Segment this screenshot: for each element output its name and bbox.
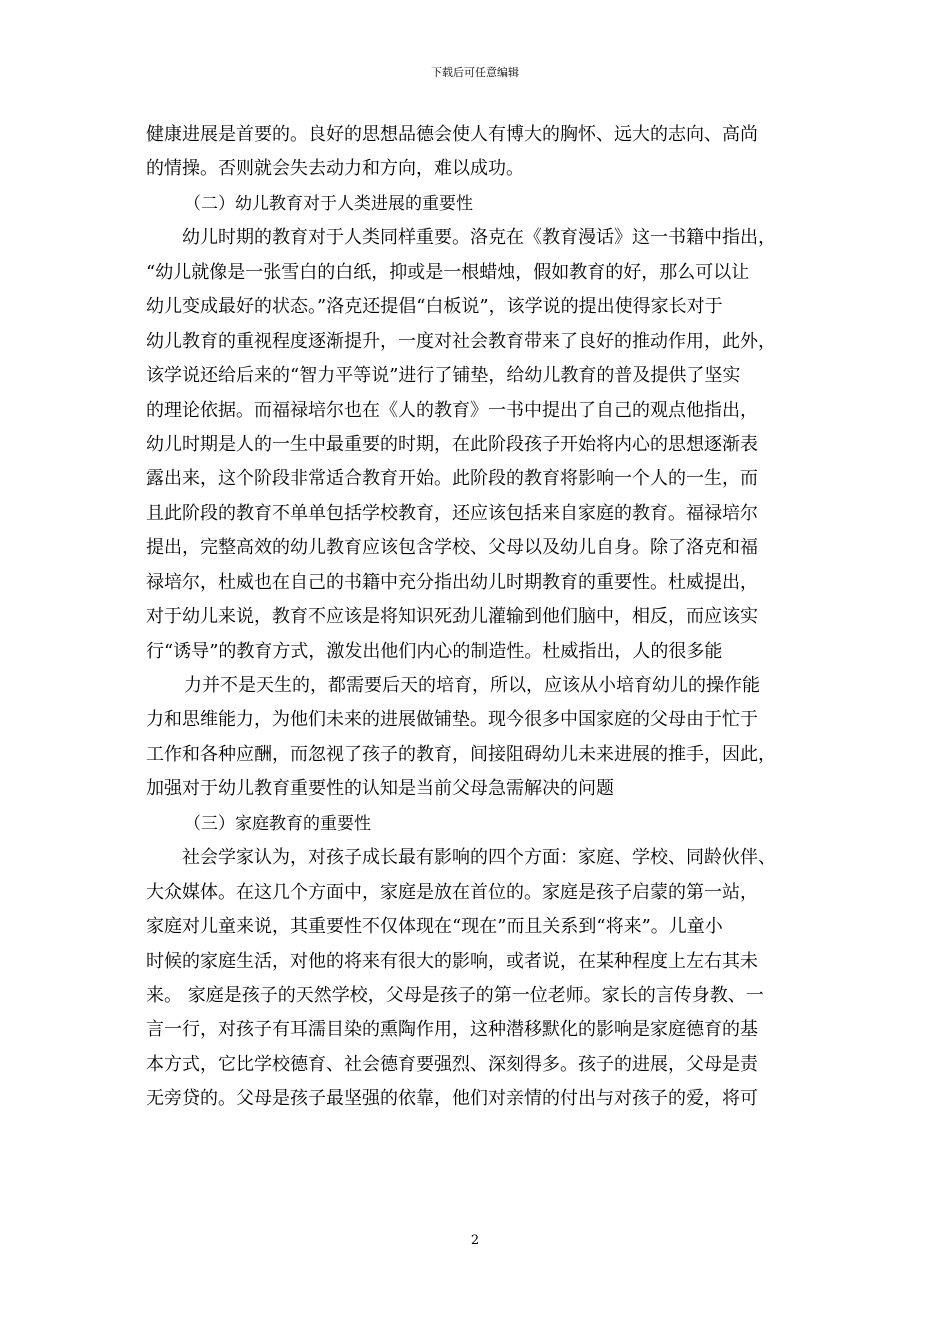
paragraph-line: 来。 家庭是孩子的天然学校，父母是孩子的第一位老师。家长的言传身教、一	[146, 984, 764, 1006]
paragraph-line: 幼儿时期的教育对于人类同样重要。洛克在《教育漫话》这一书籍中指出，	[182, 227, 776, 249]
paragraph-line: 对于幼儿来说，教育不应该是将知识死劲儿灌输到他们脑中，相反，而应该实	[146, 606, 758, 628]
paragraph-line: 幼儿变成最好的状态。”洛克还提倡“白板说”，该学说的提出使得家长对于	[146, 296, 723, 318]
paragraph-line: 禄培尔，杜威也在自己的书籍中充分指出幼儿时期教育的重要性。杜威提出，	[146, 571, 758, 593]
paragraph-line: 家庭对儿童来说，其重要性不仅体现在“现在”而且关系到“将来”。儿童小	[146, 916, 723, 938]
paragraph-line: 露出来，这个阶段非常适合教育开始。此阶段的教育将影响一个人的一生，而	[146, 468, 758, 490]
paragraph-line: 行“诱导”的教育方式，激发出他们内心的制造性。杜威指出，人的很多能	[146, 640, 723, 662]
paragraph-line: 提出，完整高效的幼儿教育应该包含学校、父母以及幼儿自身。除了洛克和福	[146, 537, 758, 559]
paragraph-line: 本方式，它比学校德育、社会德育要强烈、深刻得多。孩子的进展，父母是责	[146, 1053, 758, 1075]
paragraph-line: 工作和各种应酬，而忽视了孩子的教育，间接阻碍幼儿未来进展的推手，因此，	[146, 743, 776, 765]
paragraph-line: 社会学家认为，对孩子成长最有影响的四个方面：家庭、学校、同龄伙伴、	[182, 847, 776, 869]
paragraph-line: 健康进展是首要的。良好的思想品德会使人有博大的胸怀、远大的志向、高尚	[146, 124, 758, 145]
paragraph-line: 力和思维能力，为他们未来的进展做铺垫。现今很多中国家庭的父母由于忙于	[146, 709, 758, 731]
paragraph-line: 幼儿教育的重视程度逐渐提升，一度对社会教育带来了良好的推动作用，此外，	[146, 330, 776, 352]
paragraph-line: “幼儿就像是一张雪白的白纸，抑或是一根蜡烛，假如教育的好，那么可以让	[146, 261, 750, 283]
page-number: 2	[470, 1233, 480, 1248]
paragraph-line: 力并不是天生的，都需要后天的培育，所以，应该从小培育幼儿的操作能	[184, 675, 760, 696]
document-body	[146, 118, 806, 1117]
paragraph-line: 的情操。否则就会失去动力和方向，难以成功。	[146, 158, 524, 180]
section-heading: （二）幼儿教育对于人类进展的重要性	[184, 193, 473, 214]
paragraph-line: 加强对于幼儿教育重要性的认知是当前父母急需解决的问题	[146, 778, 614, 800]
paragraph-line: 无旁贷的。父母是孩子最坚强的依靠，他们对亲情的付出与对孩子的爱，将可	[146, 1088, 758, 1110]
section-heading: （三）家庭教育的重要性	[184, 813, 371, 834]
page-header: 下载后可任意编辑	[431, 66, 519, 79]
paragraph-line: 幼儿时期是人的一生中最重要的时期，在此阶段孩子开始将内心的思想逐渐表	[146, 433, 758, 455]
paragraph-line: 的理论依据。而福禄培尔也在《人的教育》一书中提出了自己的观点他指出，	[146, 399, 758, 421]
paragraph-line: 且此阶段的教育不单单包括学校教育，还应该包括来自家庭的教育。福禄培尔	[146, 502, 758, 524]
paragraph-line: 大众媒体。在这几个方面中，家庭是放在首位的。家庭是孩子启蒙的第一站，	[146, 881, 758, 903]
paragraph-line: 该学说还给后来的“智力平等说”进行了铺垫，给幼儿教育的普及提供了坚实	[146, 365, 741, 387]
paragraph-line: 言一行，对孩子有耳濡目染的熏陶作用，这种潜移默化的影响是家庭德育的基	[146, 1019, 758, 1041]
paragraph-line: 时候的家庭生活，对他的将来有很大的影响，或者说，在某种程度上左右其未	[146, 950, 758, 972]
